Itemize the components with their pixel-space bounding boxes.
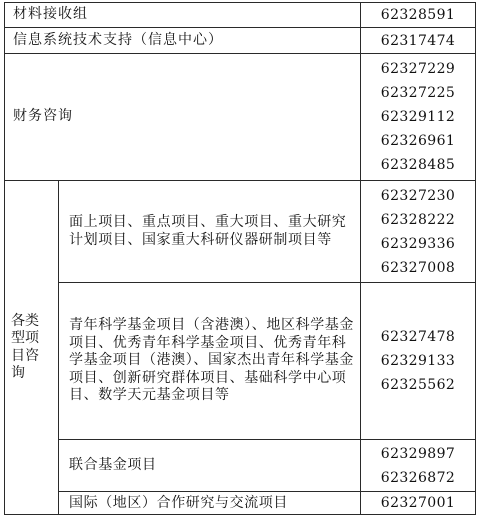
row-name: 财务咨询 — [5, 54, 361, 181]
phone-number: 62329336 — [380, 235, 456, 252]
table-row-material — [5, 3, 476, 28]
table-row-general-projects — [5, 181, 476, 283]
row-phones — [361, 283, 476, 440]
row-phones — [361, 181, 476, 283]
phone-number: 62327001 — [380, 495, 456, 511]
phone-number: 62328222 — [380, 211, 456, 228]
row-phone — [361, 3, 476, 28]
phone-number: 62328485 — [380, 157, 456, 173]
phone-number: 62327230 — [380, 187, 456, 204]
phone-number: 62328591 — [380, 7, 456, 23]
row-phones — [361, 54, 476, 181]
row-phone — [361, 492, 476, 515]
category-label: 各类 型项 目咨 询 — [5, 181, 59, 515]
phone-number: 62327008 — [380, 259, 456, 276]
table-row-international — [5, 492, 476, 515]
phone-number: 62326961 — [380, 133, 456, 149]
row-phones — [361, 440, 476, 492]
subrow-name: 联合基金项目 — [59, 440, 361, 492]
phone-number: 62327478 — [380, 329, 456, 345]
phone-number: 62325562 — [380, 377, 456, 393]
phone-number: 62327225 — [380, 85, 456, 101]
contact-table — [4, 2, 476, 515]
row-name: 材料接收组 — [5, 3, 361, 28]
phone-number: 62327229 — [380, 61, 456, 77]
phone-number: 62326872 — [380, 469, 456, 486]
subrow-name: 面上项目、重点项目、重大项目、重大研究计划项目、国家重大科研仪器研制项目等 — [59, 181, 361, 283]
table-row-joint-fund — [5, 440, 476, 492]
table-row-youth-projects — [5, 283, 476, 440]
row-name: 信息系统技术支持（信息中心） — [5, 28, 361, 54]
table-row-finance — [5, 54, 476, 181]
phone-number: 62317474 — [380, 32, 456, 49]
subrow-name: 国际（地区）合作研究与交流项目 — [59, 492, 361, 515]
subrow-name: 青年科学基金项目（含港澳）、地区科学基金项目、优秀青年科学基金项目、优秀青年科学基金项目（港澳）、国家杰出青年科学基金项目、创新研究群体项目、基础科学中心项目、数学天元基金项目等 — [59, 283, 361, 440]
table-row-it-support — [5, 28, 476, 54]
phone-number: 62329133 — [380, 353, 456, 369]
phone-number: 62329897 — [380, 445, 456, 462]
row-phone — [361, 28, 476, 54]
phone-number: 62329112 — [380, 109, 456, 125]
